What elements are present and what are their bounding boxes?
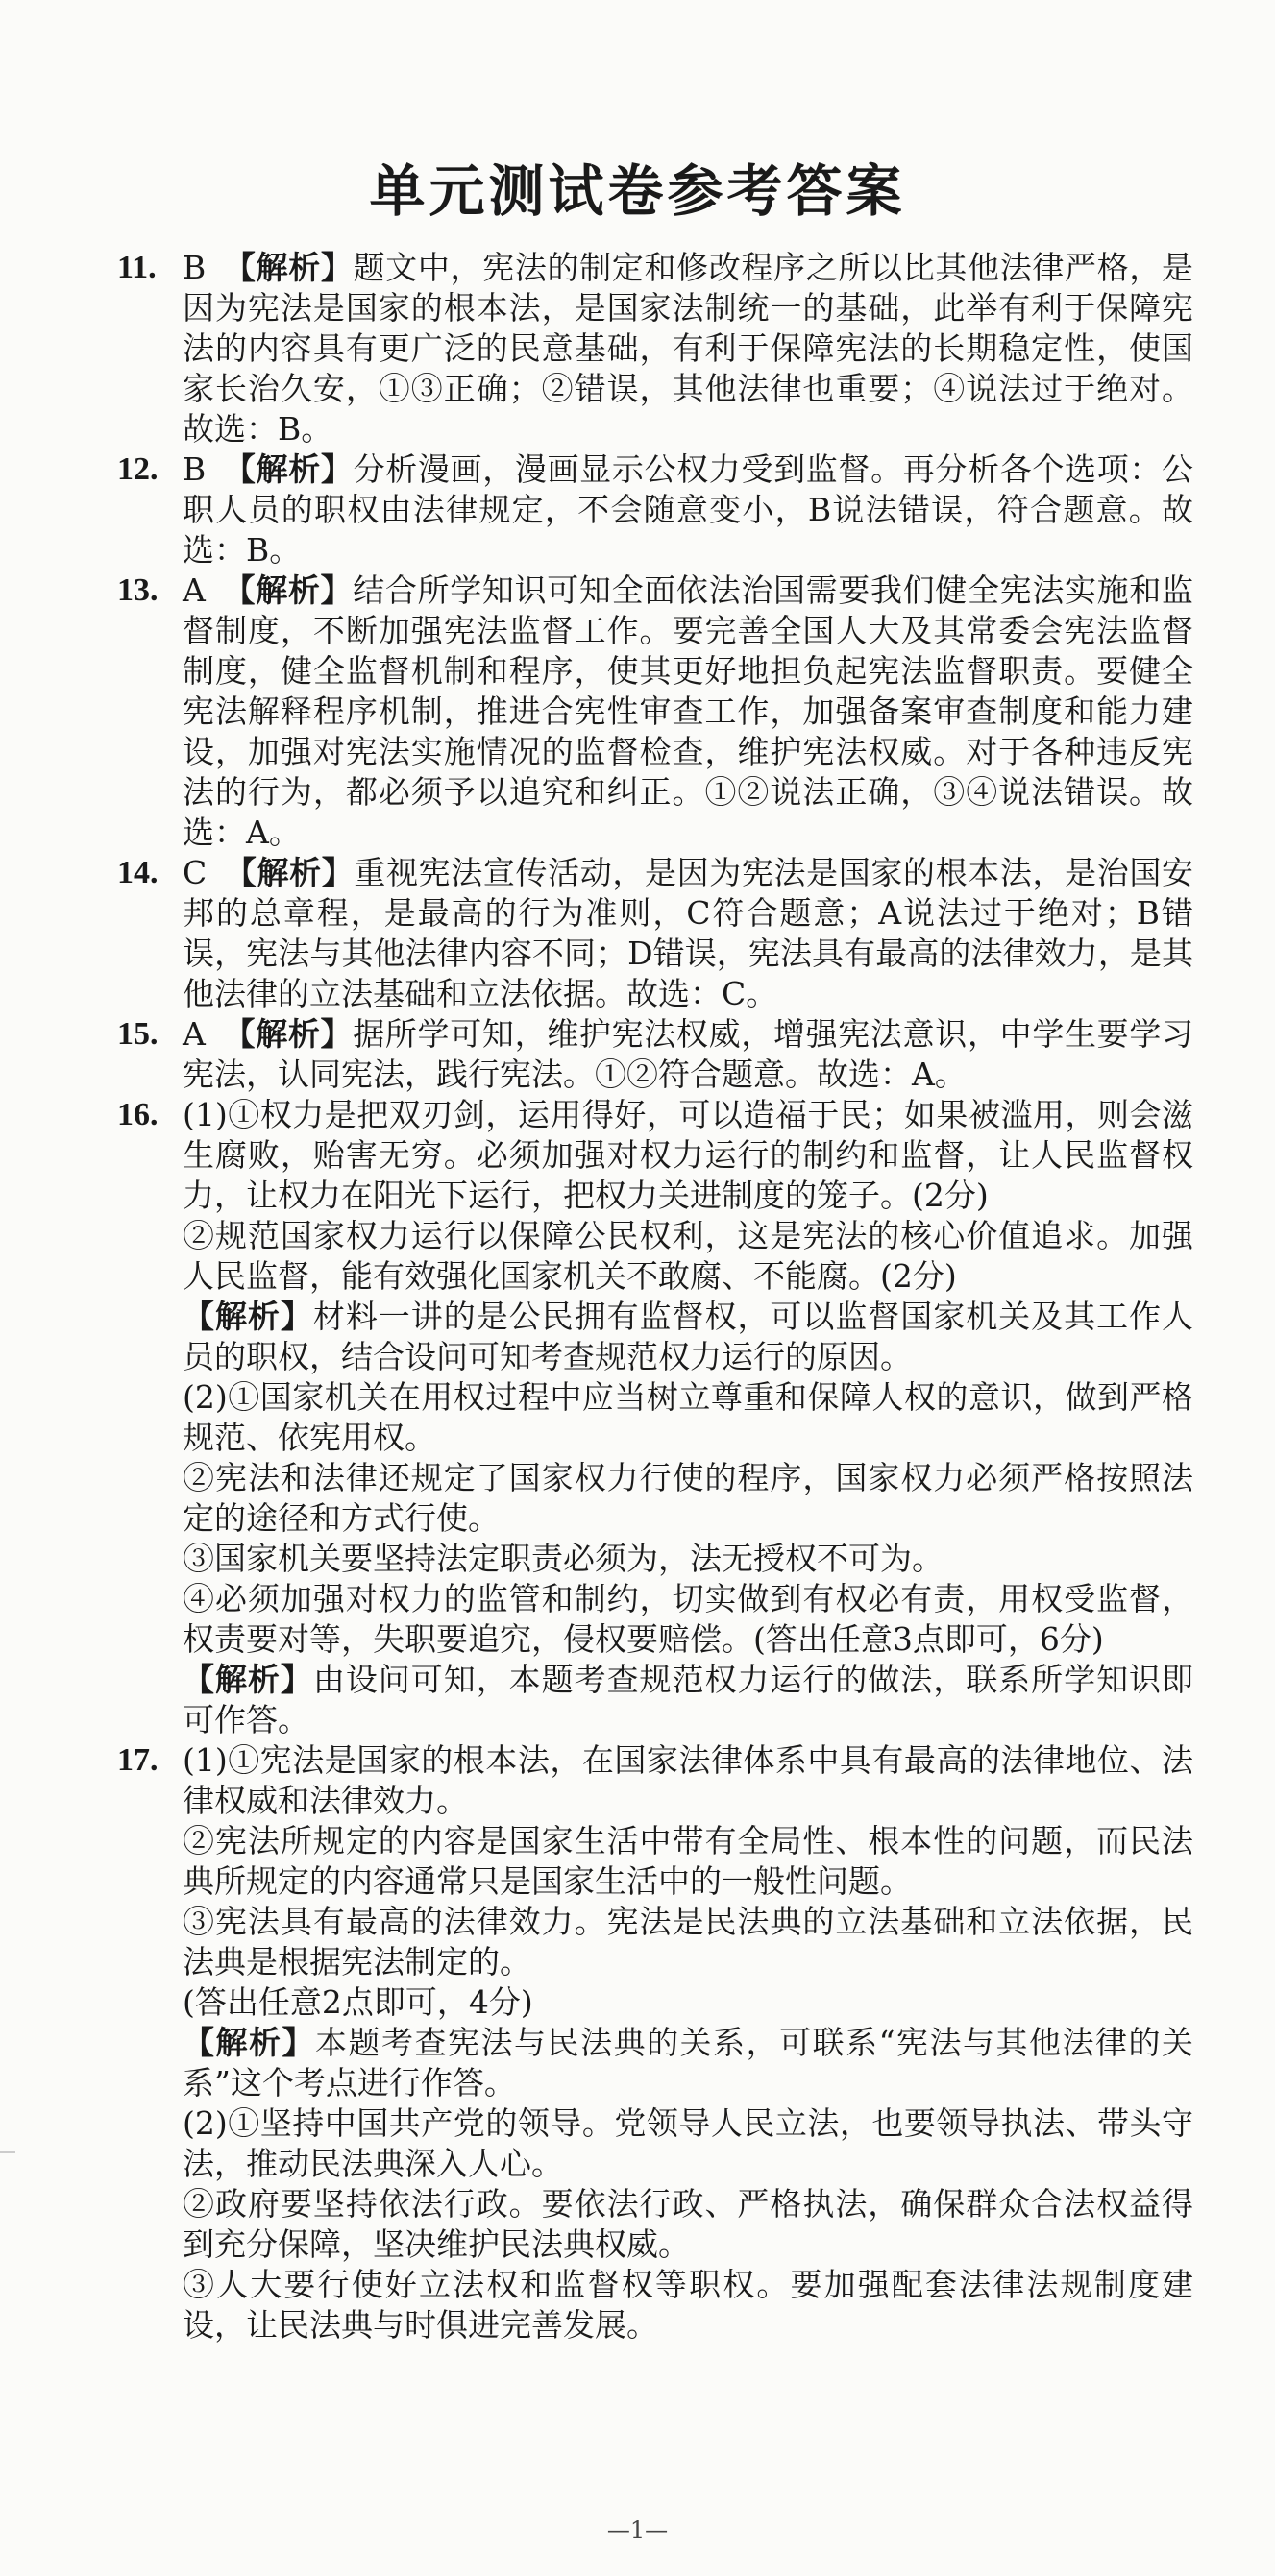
answer-text: 结合所学知识可知全面依法治国需要我们健全宪法实施和监督制度，不断加强宪法监督工作。要完善全国人大及其常委会宪法监督制度，健全监督机制和程序，使其更好地担负起宪法监督职责。要健全宪法解释程序机制，推进合宪性审查工作，加强备案审查制度和能力建设，加强对宪法实施情况的监督检查，维护宪法权威。对于各种违反宪法的行为，都必须予以追究和纠正。①②说法正确，③④说法错误。故选：A。 [183, 571, 1193, 851]
answer-text: (1)①权力是把双刃剑，运用得好，可以造福于民；如果被滥用，则会滋生腐败，贻害无穷。必须加强对权力运行的制约和监督，让人民监督权力，让权力在阳光下运行，把权力关进制度的笼子。(2分) [183, 1096, 1193, 1214]
answer-paragraph [183, 2023, 1193, 2103]
question-item [117, 1740, 1193, 2345]
question-number: 16. [117, 1097, 159, 1132]
answer-paragraph [183, 1660, 1193, 1740]
question-number: 17. [117, 1742, 159, 1778]
question-number: 15. [117, 1016, 159, 1052]
answer-text: 据所学可知，维护宪法权威，增强宪法意识，中学生要学习宪法，认同宪法，践行宪法。①②符合题意。故选：A。 [183, 1015, 1193, 1093]
answer-paragraph [183, 1982, 1193, 2023]
answer-paragraph [183, 2184, 1193, 2265]
answer-text: 分析漫画，漫画显示公权力受到监督。再分析各个选项：公职人员的职权由法律规定，不会随意变小，B说法错误，符合题意。故选：B。 [183, 450, 1194, 569]
question-body [183, 1014, 1193, 1095]
answer-paragraph [183, 1579, 1193, 1660]
question-body [183, 1095, 1193, 1740]
answer-paragraph [183, 1377, 1193, 1458]
answer-text: 材料一讲的是公民拥有监督权，可以监督国家机关及其工作人员的职权，结合设问可知考查规范权力运行的原因。 [183, 1298, 1194, 1375]
answer-text: ②政府要坚持依法行政。要依法行政、严格执法，确保群众合法权益得到充分保障，坚决维护民法典权威。 [183, 2185, 1193, 2263]
answer-text: ③国家机关要坚持法定职责必须为，法无授权不可为。 [183, 1540, 944, 1577]
answer-paragraph [183, 1014, 1193, 1095]
answer-text: (1)①宪法是国家的根本法，在国家法律体系中具有最高的法律地位、法律权威和法律效力。 [183, 1741, 1193, 1819]
answer-paragraph [183, 248, 1193, 450]
answer-list [117, 248, 1193, 2345]
analysis-tag: 【解析】 [183, 2024, 316, 2061]
question-body [183, 248, 1193, 450]
answer-text: 重视宪法宣传活动，是因为宪法是国家的根本法，是治国安邦的总章程，是最高的行为准则，C符合题意；A说法过于绝对；B错误，宪法与其他法律内容不同；D错误，宪法具有最高的法律效力，是其他法律的立法基础和立法依据。故选：C。 [183, 854, 1193, 1012]
answer-text: ④必须加强对权力的监管和制约，切实做到有权必有责，用权受监督，权责要对等，失职要追究，侵权要赔偿。(答出任意3点即可，6分) [183, 1580, 1193, 1658]
answer-choice: B [183, 249, 207, 286]
answer-text: ②宪法和法律还规定了国家权力行使的程序，国家权力必须严格按照法定的途径和方式行使。 [183, 1459, 1193, 1537]
answer-paragraph [183, 1539, 1193, 1579]
analysis-tag: 【解析】 [183, 1298, 313, 1335]
question-number: 11. [117, 250, 157, 285]
analysis-tag: 【解析】 [183, 1661, 313, 1698]
page-number: —1— [606, 2516, 669, 2543]
question-item [117, 1014, 1193, 1095]
answer-paragraph [183, 2103, 1193, 2184]
answer-choice: A [183, 1015, 206, 1053]
question-body [183, 571, 1193, 853]
answer-paragraph [183, 1458, 1193, 1539]
answer-text: 题文中，宪法的制定和修改程序之所以比其他法律严格，是因为宪法是国家的根本法，是国家法制统一的基础，此举有利于保障宪法的内容具有更广泛的民意基础，有利于保障宪法的长期稳定性，使国家长治久安，①③正确；②错误，其他法律也重要；④说法过于绝对。故选：B。 [183, 249, 1194, 448]
question-item [117, 248, 1193, 450]
answer-paragraph [183, 1821, 1193, 1902]
answer-text: ③人大要行使好立法权和监督权等职权。要加强配套法律法规制度建设，让民法典与时俱进完善发展。 [183, 2266, 1193, 2344]
question-body [183, 853, 1193, 1014]
analysis-tag: 【解析】 [224, 854, 355, 891]
answer-paragraph [183, 1297, 1193, 1377]
analysis-tag: 【解析】 [222, 1015, 354, 1053]
question-item [117, 1095, 1193, 1740]
answer-choice: A [183, 571, 206, 609]
answer-text: ②宪法所规定的内容是国家生活中带有全局性、根本性的问题，而民法典所规定的内容通常只是国家生活中的一般性问题。 [183, 1822, 1193, 1900]
answer-text: ②规范国家权力运行以保障公民权利，这是宪法的核心价值追求。加强人民监督，能有效强化国家机关不敢腐、不能腐。(2分) [183, 1217, 1193, 1295]
answer-paragraph [183, 1740, 1193, 1821]
answer-paragraph [183, 2265, 1193, 2345]
analysis-tag: 【解析】 [223, 249, 354, 286]
answer-text: 本题考查宪法与民法典的关系，可联系“宪法与其他法律的关系”这个考点进行作答。 [183, 2024, 1194, 2102]
analysis-tag: 【解析】 [222, 571, 354, 609]
question-item [117, 450, 1193, 571]
answer-paragraph [183, 1902, 1193, 1982]
answer-text: (2)①坚持中国共产党的领导。党领导人民立法，也要领导执法、带头守法，推动民法典深入人心。 [183, 2104, 1193, 2182]
answer-paragraph [183, 853, 1193, 1014]
page-title: 单元测试卷参考答案 [369, 158, 906, 224]
answer-text: (答出任意2点即可，4分) [183, 1983, 533, 2021]
answer-text: ③宪法具有最高的法律效力。宪法是民法典的立法基础和立法依据，民法典是根据宪法制定的。 [183, 1903, 1193, 1981]
question-item [117, 571, 1193, 853]
answer-paragraph [183, 1216, 1193, 1297]
question-number: 12. [117, 451, 159, 487]
answer-paragraph [183, 571, 1193, 853]
question-item [117, 853, 1193, 1014]
margin-mark [0, 2151, 15, 2153]
question-body [183, 1740, 1193, 2345]
analysis-tag: 【解析】 [223, 450, 354, 488]
answer-choice: B [183, 450, 207, 488]
question-number: 14. [117, 855, 159, 890]
answer-paragraph [183, 1095, 1193, 1216]
question-body [183, 450, 1193, 571]
answer-paragraph [183, 450, 1193, 571]
answer-text: (2)①国家机关在用权过程中应当树立尊重和保障人权的意识，做到严格规范、依宪用权。 [183, 1378, 1193, 1456]
answer-choice: C [183, 854, 208, 891]
answer-text: 由设问可知，本题考查规范权力运行的做法，联系所学知识即可作答。 [183, 1661, 1194, 1738]
question-number: 13. [117, 572, 159, 608]
